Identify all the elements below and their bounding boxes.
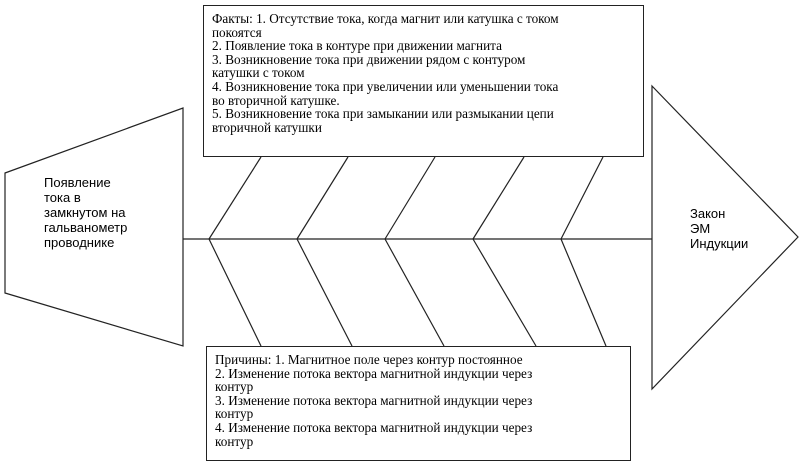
causes-box bbox=[206, 346, 631, 461]
causes-line: 3. Изменение потока вектора магнитной индукции через bbox=[215, 392, 533, 408]
source-label-line: проводнике bbox=[44, 235, 115, 250]
facts-line: катушки с током bbox=[212, 65, 305, 81]
facts-line: 3. Возникновение тока при движении рядом с контуром bbox=[212, 51, 526, 67]
facts-line: вторичной катушки bbox=[212, 119, 322, 135]
result-label bbox=[690, 206, 770, 251]
result-label-line: Закон bbox=[690, 206, 726, 221]
source-label-line: Появление bbox=[44, 175, 111, 190]
lower-rib-4 bbox=[473, 239, 536, 346]
causes-line: контур bbox=[215, 379, 254, 395]
source-label-line: замкнутом на bbox=[44, 205, 126, 220]
facts-line: 4. Возникновение тока при увеличении или уменьшении тока bbox=[212, 78, 559, 94]
result-label-line: ЭМ bbox=[690, 221, 711, 236]
lower-rib-2 bbox=[297, 239, 352, 346]
facts-line: 5. Возникновение тока при замыкании или размыкании цепи bbox=[212, 106, 554, 122]
upper-rib-3 bbox=[385, 157, 435, 239]
lower-rib-1 bbox=[209, 239, 261, 346]
facts-line: покоятся bbox=[212, 24, 262, 40]
upper-rib-5 bbox=[561, 157, 603, 239]
result-label-line: Индукции bbox=[690, 236, 749, 251]
facts-line: во вторичной катушке. bbox=[212, 92, 340, 108]
upper-rib-1 bbox=[209, 157, 261, 239]
source-label-line: гальванометр bbox=[44, 220, 128, 235]
lower-rib-5 bbox=[561, 239, 606, 346]
source-label bbox=[44, 175, 154, 250]
facts-line: Факты: 1. Отсутствие тока, когда магнит или катушка с током bbox=[212, 11, 559, 26]
facts-line: 2. Появление тока в контуре при движении магнита bbox=[212, 38, 502, 54]
causes-line: контур bbox=[215, 433, 254, 449]
upper-rib-2 bbox=[297, 157, 348, 239]
causes-line: 2. Изменение потока вектора магнитной индукции через bbox=[215, 365, 533, 381]
source-label-line: тока в bbox=[44, 190, 81, 205]
causes-line: 4. Изменение потока вектора магнитной индукции через bbox=[215, 419, 533, 435]
lower-rib-3 bbox=[385, 239, 444, 346]
causes-line: контур bbox=[215, 406, 254, 422]
upper-rib-4 bbox=[473, 157, 524, 239]
facts-box bbox=[203, 5, 644, 157]
causes-line: Причины: 1. Магнитное поле через контур постоянное bbox=[215, 352, 523, 367]
